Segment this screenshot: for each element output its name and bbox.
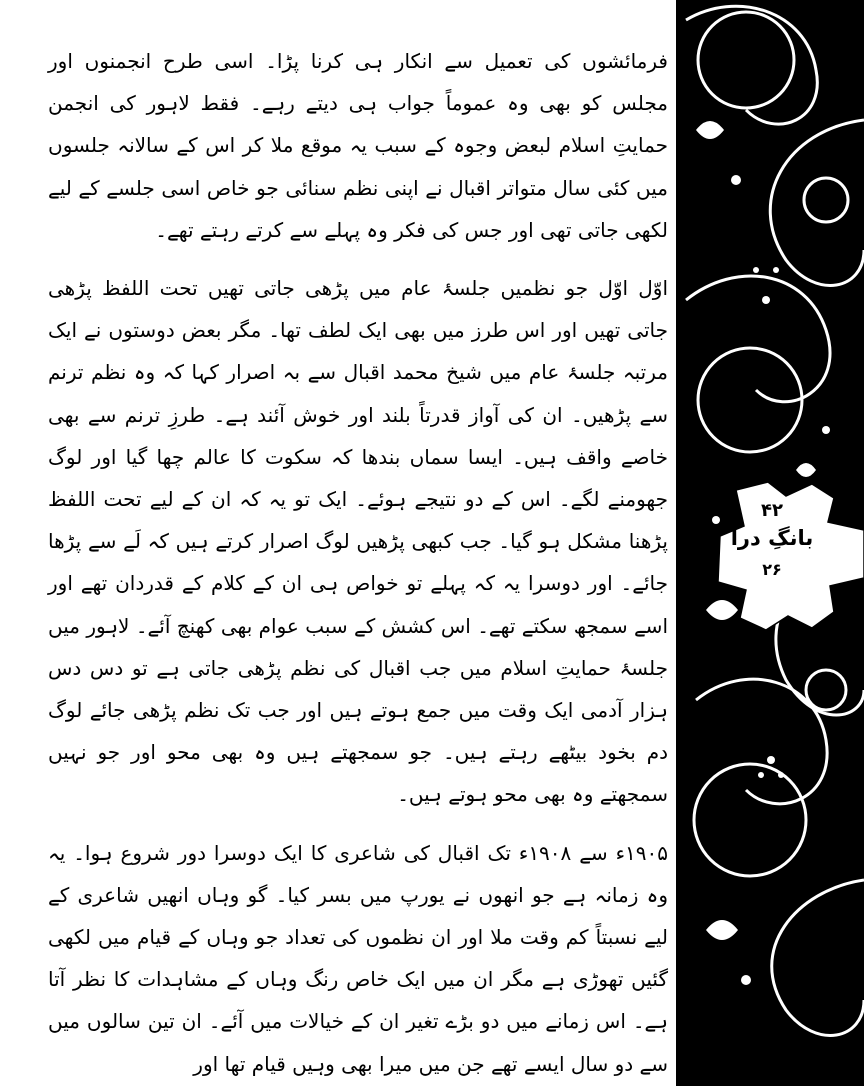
paragraph-1: فرمائشوں کی تعمیل سے انکار ہی کرنا پڑا۔ اسی طرح انجمنوں اور مجلس کو بھی وہ عموماً جواب ہی دیتے رہے۔ فقط لاہور کی انجمن حمایتِ اسلام لبعض وجوہ کے سبب یہ موقع ملا کر اس کے سالانہ جلسوں میں کئی سال متواتر اقبال نے اپنی نظم سنائی جو خاص اسی جلسے کے لیے لکھی جاتی تھی اور جس کی فکر وہ پہلے سے کرتے رہتے تھے۔ [48,49,668,242]
badge-section-number: ۲۶ [762,560,782,579]
badge-page-number: ۴۲ [761,500,783,521]
badge-book-title: بانگِ درا [730,526,814,550]
urdu-text-column [48,40,668,1080]
paragraph-3: ۱۹۰۵ء سے ۱۹۰۸ء تک اقبال کی شاعری کا ایک دوسرا دور شروع ہوا۔ یہ وہ زمانہ ہے جو انھوں نے یورپ میں بسر کیا۔ گو وہاں انھیں شاعری کے لیے نسبتاً کم وقت ملا اور ان نظموں کی تعداد جو وہاں کے قیام میں لکھی گئیں تھوڑی ہے مگر ان میں ایک خاص رنگ وہاں کے مشاہدات کا نظر آتا ہے۔ اس زمانے میں دو بڑے تغیر ان کے خیالات میں آئے۔ ان تین سالوں میں سے دو سال ایسے تھے جن میں میرا بھی وہیں قیام تھا اور [48,840,668,1076]
page-badge [716,478,864,634]
paragraph-2: اوّل اوّل جو نظمیں جلسۂ عام میں پڑھی جاتی تھیں تحت اللفظ پڑھی جاتی تھیں اور اس طرز میں بھی ایک لطف تھا۔ مگر بعض دوستوں نے ایک مرتبہ جلسۂ عام میں شیخ محمد اقبال سے بہ اصرار کہا کہ وہ نظم ترنم سے پڑھیں۔ ان کی آواز قدرتاً بلند اور خوش آئند ہے۔ طرزِ ترنم سے بھی خاصے واقف ہیں۔ ایسا سماں بندھا کہ سکوت کا عالم چھا گیا اور لوگ جھومنے لگے۔ اس کے دو نتیجے ہوئے۔ ایک تو یہ کہ ان کے لیے تحت اللفظ پڑھنا مشکل ہو گیا۔ جب کبھی پڑھیں لوگ اصرار کرتے ہیں کہ لَے سے پڑھا جائے۔ اور دوسرا یہ کہ پہلے تو خواص ہی ان کے کلام کے قدردان تھے اور اسے سمجھ سکتے تھے۔ اس کشش کے سبب عوام بھی کھنچ آئے۔ لاہور میں جلسۂ حمایتِ اسلام میں جب اقبال کی نظم پڑھی جاتی ہے تو دس دس ہزار آدمی ایک وقت میں جمع ہوتے ہیں اور جب تک نظم پڑھی جائے لوگ دم بخود بیٹھے رہتے ہیں۔ جو سمجھتے ہیں وہ بھی محو اور جو نہیں سمجھتے وہ بھی محو ہوتے ہیں۔ [48,276,668,807]
